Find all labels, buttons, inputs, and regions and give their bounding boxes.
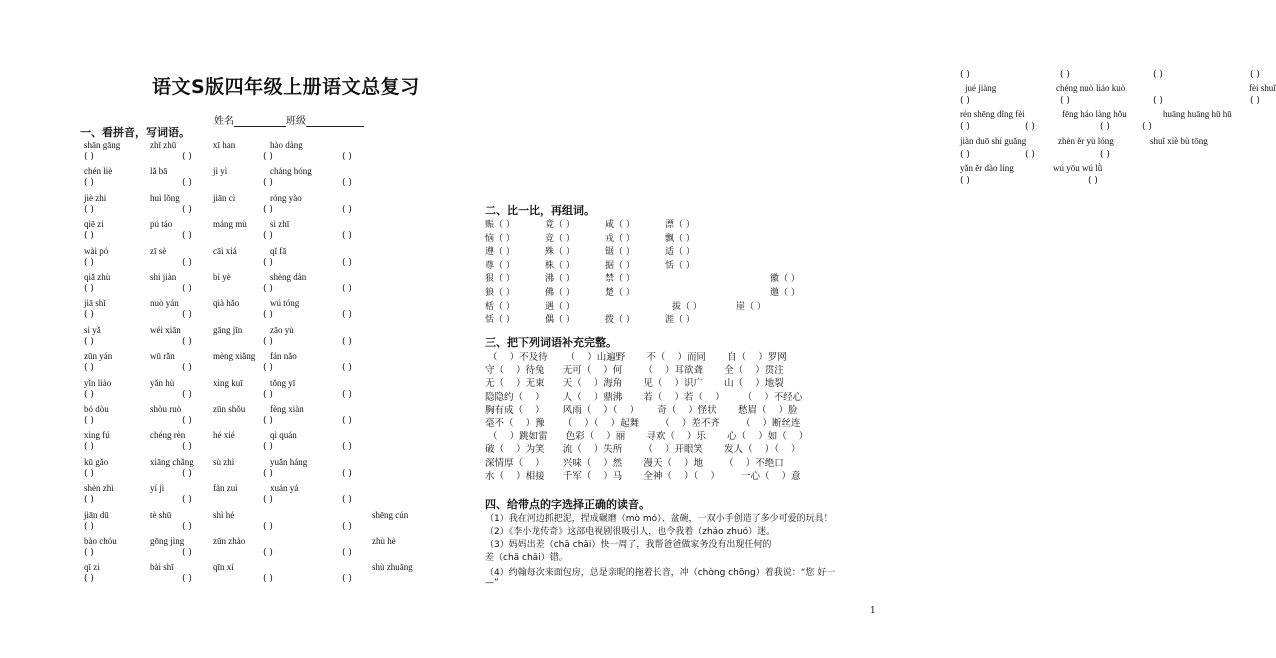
class-blank[interactable] [306,117,364,127]
page-number: 1 [870,606,876,616]
answer-blank[interactable]: ( ) [182,284,192,294]
answer-blank[interactable]: ( ) [182,204,192,215]
compare-cell[interactable]: 徽（ ） [770,274,800,285]
answer-blank[interactable]: ( ) [84,416,94,426]
compare-cell[interactable]: 据（ ） [605,260,635,271]
answer-blank[interactable]: ( ) [342,284,352,294]
pinyin-text: qì quán [270,430,297,441]
pinyin-text: qiǎ zhù [84,272,111,282]
compare-cell[interactable]: 竞（ ） [545,233,575,244]
pinyin-text: bì yè [213,272,231,282]
answer-blank[interactable]: ( ) [1088,176,1098,186]
answer-blank[interactable]: ( ) [84,204,94,215]
answer-blank[interactable]: ( ) [1060,96,1070,106]
pinyin-text: zūn yán [84,351,113,362]
pinyin-text: fèi shuǐ [1249,83,1276,93]
page-title: 语文S版四年级上册语文总复习 [152,76,420,98]
answer-blank[interactable]: ( ) [1250,96,1260,106]
section3-heading: 三、把下列词语补充完整。 [485,336,617,349]
pinyin-text: máng mù [213,219,247,230]
pinyin-text: sì yǎ [84,324,101,335]
answer-blank[interactable]: ( ) [1153,70,1163,80]
pinyin-text: xìng fú [84,430,110,441]
pinyin-text: fàn zuì [213,483,238,494]
answer-blank[interactable]: ( ) [1153,96,1163,106]
pinyin-text: wú yōu wú lǜ [1053,163,1103,173]
answer-blank[interactable]: ( ) [263,310,273,321]
compare-cell[interactable]: 楚（ ） [605,288,635,298]
pinyin-text: fèng xiàn [270,404,304,414]
idiom-line[interactable]: 隐隐约（ ） 人（ ）鼎沸 若（ ）若（ ） （ ）不经心 [485,391,803,403]
answer-blank[interactable]: ( ) [182,521,192,532]
pinyin-text: róng yào [270,192,302,203]
question-line[interactable]: （2）《李小龙传奇》这部电视剧很吸引人，也令我着（zháo zhuó）迷。 [485,527,776,537]
question-line[interactable]: 差（chā chāi）错。 [485,553,568,563]
class-label: 班级 [286,116,306,127]
answer-blank[interactable]: ( ) [342,178,352,189]
pinyin-text: gāng jīn [213,324,243,335]
answer-blank[interactable]: ( ) [84,231,94,242]
pinyin-text: yǎn hù [150,377,175,388]
answer-blank[interactable]: ( ) [1025,122,1035,132]
pinyin-text: bó dòu [84,404,109,414]
pinyin-text: chén liè [84,166,113,177]
idiom-line[interactable]: 无（ ）无束 天（ ）海角 见（ ）识广 山（ ）地裂 [485,378,784,390]
name-label: 姓名 [214,116,234,127]
answer-blank[interactable]: ( ) [960,176,970,186]
answer-blank[interactable]: ( ) [84,574,94,585]
pinyin-text: mèng xiǎng [213,351,256,362]
question-line[interactable]: （4）约翰每次来面包房，总是亲昵的拖着长音，冲（chòng chōng）着我说：“您 好一 [485,568,836,578]
pinyin-text: jiān cì [213,192,236,203]
pinyin-text: jiàn duō shí guǎng [960,136,1027,146]
answer-blank[interactable]: ( ) [342,257,352,268]
compare-cell[interactable]: 株（ ） [545,260,575,271]
answer-blank[interactable]: ( ) [84,495,94,506]
compare-cell[interactable]: 适（ ） [665,247,695,258]
compare-cell[interactable]: 漂（ ） [665,220,695,230]
answer-blank[interactable]: ( ) [342,310,352,321]
compare-cell[interactable]: 竟（ ） [545,220,575,230]
compare-cell[interactable]: 崖（ ） [736,301,766,312]
answer-blank[interactable]: ( ) [84,152,94,162]
pinyin-text: fēng háo làng hǒu [1062,109,1127,119]
answer-blank[interactable]: ( ) [342,574,352,585]
pinyin-text: bài shī [150,562,174,573]
answer-blank[interactable]: ( ) [263,574,273,585]
pinyin-text: zhèn ěr yù lóng [1058,136,1114,146]
pinyin-text: hào dàng [270,140,303,150]
answer-blank[interactable]: ( ) [84,257,94,268]
answer-blank[interactable]: ( ) [182,442,192,453]
pinyin-text: xiāng chǎng [150,456,194,467]
answer-blank[interactable]: ( ) [84,389,94,400]
compare-cell[interactable]: 偶（ ） [545,315,575,326]
compare-cell[interactable]: 遇（ ） [545,301,575,312]
answer-blank[interactable]: ( ) [263,178,273,189]
pinyin-text: shì hé [213,509,235,520]
pinyin-text: hé xié [213,430,235,441]
pinyin-text: cháng hóng [270,166,312,177]
answer-blank[interactable]: ( ) [342,231,352,242]
answer-blank[interactable]: ( ) [263,152,273,162]
pinyin-text: fán nǎo [270,351,297,362]
answer-blank[interactable]: ( ) [1100,150,1110,160]
pinyin-text: liáo kuò [1096,83,1126,93]
answer-blank[interactable]: ( ) [263,548,273,558]
pinyin-text: wéi xiān [150,324,181,335]
answer-blank[interactable]: ( ) [84,178,94,189]
answer-blank[interactable]: ( ) [263,416,273,426]
pinyin-text: lǎ bā [150,166,168,177]
compare-cell[interactable]: 锯（ ） [605,247,635,258]
idiom-line[interactable]: （ ）不及待 （ ）山遍野 不（ ）而同 自（ ）罗网 [485,352,787,363]
pinyin-text: xuán yá [270,483,299,494]
pinyin-text: shù zhuāng [372,562,413,573]
pinyin-text: shuǐ xiè bù tōng [1150,136,1208,146]
answer-blank[interactable]: ( ) [263,495,273,506]
pinyin-text: chéng nuò [1056,83,1094,93]
pinyin-text: sù zhì [213,456,235,467]
pinyin-text: nuò yán [150,298,179,309]
pinyin-text: jì yì [213,166,228,177]
compare-cell[interactable]: 恬（ ） [665,260,695,271]
question-line[interactable]: （3）妈妈出差（chā chāi）快一周了，我帮爸爸做家务没有出现任何的 [485,540,772,550]
pinyin-text: huāng huāng hū hū [1163,109,1232,119]
idiom-line[interactable]: （ ）跳如雷 色彩（ ）丽 寻欢（ ）乐 心（ ）如（ ） [485,431,809,443]
pinyin-text: tǒng yī [270,377,296,388]
pinyin-text: tè shū [150,509,172,520]
pinyin-text: jiā shǐ [84,298,106,309]
pinyin-text: wú tóng [270,298,300,309]
compare-cell[interactable]: 狠（ ） [485,274,515,285]
answer-blank[interactable]: ( ) [1250,70,1260,80]
answer-blank[interactable]: ( ) [263,363,273,374]
pinyin-text: shòu ruò [150,404,182,414]
pinyin-text: huì lǒng [150,192,180,203]
answer-blank[interactable]: ( ) [182,468,192,479]
pinyin-text: shí jiàn [150,272,177,282]
compare-cell[interactable]: 恬（ ） [485,315,515,326]
answer-blank[interactable]: ( ) [960,70,970,80]
idiom-line[interactable]: 胸有成（ ） 风雨（ ）（ ） 奇（ ）怪状 愁眉（ ）脸 [485,404,798,416]
pinyin-text: wài pó [84,245,109,256]
pinyin-text: zūn zhào [213,536,246,546]
answer-blank[interactable]: ( ) [182,416,192,426]
idiom-line[interactable]: 守（ ）待兔 无可（ ）何 （ ）耳欲聋 全（ ）贯注 [485,365,784,377]
answer-blank[interactable]: ( ) [263,257,273,268]
answer-blank[interactable]: ( ) [1142,122,1152,132]
section4-heading: 四、给带点的字选择正确的读音。 [485,498,650,511]
answer-blank[interactable]: ( ) [182,495,192,506]
pinyin-text: qī zi [84,562,100,573]
answer-blank[interactable]: ( ) [263,231,273,242]
name-blank[interactable] [234,117,286,127]
answer-blank[interactable]: ( ) [1060,70,1070,80]
compare-cell[interactable]: 戎（ ） [605,233,635,244]
pinyin-text: xìng kuī [213,377,243,388]
pinyin-text: xī han [213,140,236,150]
compare-cell[interactable]: 禁（ ） [605,274,635,285]
pinyin-text: chéng rèn [150,430,186,441]
answer-blank[interactable]: ( ) [182,363,192,374]
pinyin-text: rén shēng dǐng fèi [960,109,1025,119]
name-class-line [214,112,364,127]
answer-blank[interactable]: ( ) [342,416,352,426]
answer-blank[interactable]: ( ) [84,521,94,532]
pinyin-text: jiān dū [84,509,109,520]
compare-cell[interactable]: 拔（ ） [672,301,702,312]
compare-cell[interactable]: 邀（ ） [770,288,800,298]
pinyin-text: pú táo [150,219,173,230]
compare-cell[interactable]: 尊（ ） [485,260,515,271]
pinyin-text: shān gāng [84,140,121,150]
compare-cell[interactable]: 殊（ ） [545,247,575,258]
answer-blank[interactable]: ( ) [84,310,94,321]
pinyin-text: jiè zhi [84,192,107,203]
pinyin-text: shèn zhì [84,483,114,494]
answer-blank[interactable]: ( ) [84,336,94,347]
answer-blank[interactable]: ( ) [182,336,192,347]
section2-heading: 二、比一比，再组词。 [485,204,595,217]
pinyin-text: qiē zi [84,219,104,230]
compare-cell[interactable]: 飘（ ） [665,233,695,244]
pinyin-text: zhī zhū [150,140,177,150]
idiom-line[interactable]: 水（ ）相接 千军（ ）马 全神（ ）（ ） 一心（ ）意 [485,470,801,482]
answer-blank[interactable]: ( ) [960,122,970,132]
compare-cell[interactable]: 佛（ ） [545,288,575,298]
answer-blank[interactable]: ( ) [182,310,192,321]
answer-blank[interactable]: ( ) [84,442,94,453]
compare-cell[interactable]: 涯（ ） [665,315,695,326]
answer-blank[interactable]: ( ) [263,204,273,215]
compare-cell[interactable]: 狼（ ） [485,288,515,298]
pinyin-text: qīn xí [213,562,234,573]
answer-blank[interactable]: ( ) [182,257,192,268]
answer-blank[interactable]: ( ) [960,150,970,160]
pinyin-text: qǐ fā [270,245,287,256]
answer-blank[interactable]: ( ) [84,363,94,374]
answer-blank[interactable]: ( ) [342,442,352,453]
pinyin-text: wū rǎn [150,351,175,362]
pinyin-text: sì zhī [270,219,290,230]
pinyin-text: zhù hè [372,536,396,546]
compare-cell[interactable]: 拨（ ） [605,315,635,326]
compare-cell[interactable]: 遵（ ） [485,247,515,258]
answer-blank[interactable]: ( ) [182,389,192,400]
answer-blank[interactable]: ( ) [182,178,192,189]
answer-blank[interactable]: ( ) [342,363,352,374]
compare-cell[interactable]: 咸（ ） [605,220,635,230]
answer-blank[interactable]: ( ) [263,521,273,532]
pinyin-text: yǐn liào [84,377,112,388]
answer-blank[interactable]: ( ) [182,574,192,585]
pinyin-text: cāi xiá [213,245,237,256]
answer-blank[interactable]: ( ) [182,548,192,558]
answer-blank[interactable]: ( ) [182,152,192,162]
answer-blank[interactable]: ( ) [263,336,273,347]
answer-blank[interactable]: ( ) [342,204,352,215]
compare-cell[interactable]: 沸（ ） [545,274,575,285]
answer-blank[interactable]: ( ) [960,96,970,106]
answer-blank[interactable]: ( ) [342,548,352,558]
answer-blank[interactable]: ( ) [342,389,352,400]
pinyin-text: bào chóu [84,536,117,546]
answer-blank[interactable]: ( ) [1100,122,1110,132]
pinyin-text: zāo yù [270,324,294,335]
answer-blank[interactable]: ( ) [84,468,94,479]
pinyin-text: gōng jìng [150,536,185,546]
pinyin-text: shēng cún [372,509,409,520]
answer-blank[interactable]: ( ) [84,548,94,558]
question-line[interactable]: —” [485,578,499,588]
compare-cell[interactable]: 栝（ ） [485,301,515,312]
answer-blank[interactable]: ( ) [342,468,352,479]
pinyin-text: yuǎn háng [270,456,308,467]
compare-cell[interactable]: 恼（ ） [485,233,515,244]
question-line[interactable]: （1）我在河边抓把泥，捏成碾磨（mò mó）、盆碗，一双小手创造了多少可爱的玩具！ [485,514,833,524]
answer-blank[interactable]: ( ) [1025,150,1035,160]
answer-blank[interactable]: ( ) [342,336,352,347]
pinyin-text: shèng dàn [270,272,307,282]
answer-blank[interactable]: ( ) [342,495,352,506]
idiom-line[interactable]: 破（ ）为笑 流（ ）失所 （ ）开眼笑 发人（ ）（ ） [485,444,801,456]
answer-blank[interactable]: ( ) [182,231,192,242]
section1-heading: 一、看拼音，写词语。 [80,126,190,139]
pinyin-text: qià hǎo [213,298,240,309]
pinyin-text: zūn shǒu [213,404,246,414]
compare-cell[interactable]: 赈（ ） [485,220,515,230]
answer-blank[interactable]: ( ) [342,152,352,162]
answer-blank[interactable]: ( ) [342,521,352,532]
idiom-line[interactable]: 毫不（ ）豫 （ ）（ ）起舞 （ ）差不齐 （ ）断丝连 [485,418,801,429]
pinyin-text: yí jì [150,483,165,494]
answer-blank[interactable]: ( ) [84,284,94,294]
answer-blank[interactable]: ( ) [263,389,273,400]
pinyin-text: kū gǎo [84,456,109,467]
idiom-line[interactable]: 深情厚（ ） 兴味（ ）然 漫天（ ）地 （ ）不绝口 [485,457,784,469]
pinyin-text: zī sè [150,245,167,256]
answer-blank[interactable]: ( ) [263,442,273,453]
answer-blank[interactable]: ( ) [263,468,273,479]
pinyin-text: jué jiàng [965,83,997,93]
pinyin-text: yǎn ěr dào líng [960,163,1014,173]
answer-blank[interactable]: ( ) [263,284,273,294]
